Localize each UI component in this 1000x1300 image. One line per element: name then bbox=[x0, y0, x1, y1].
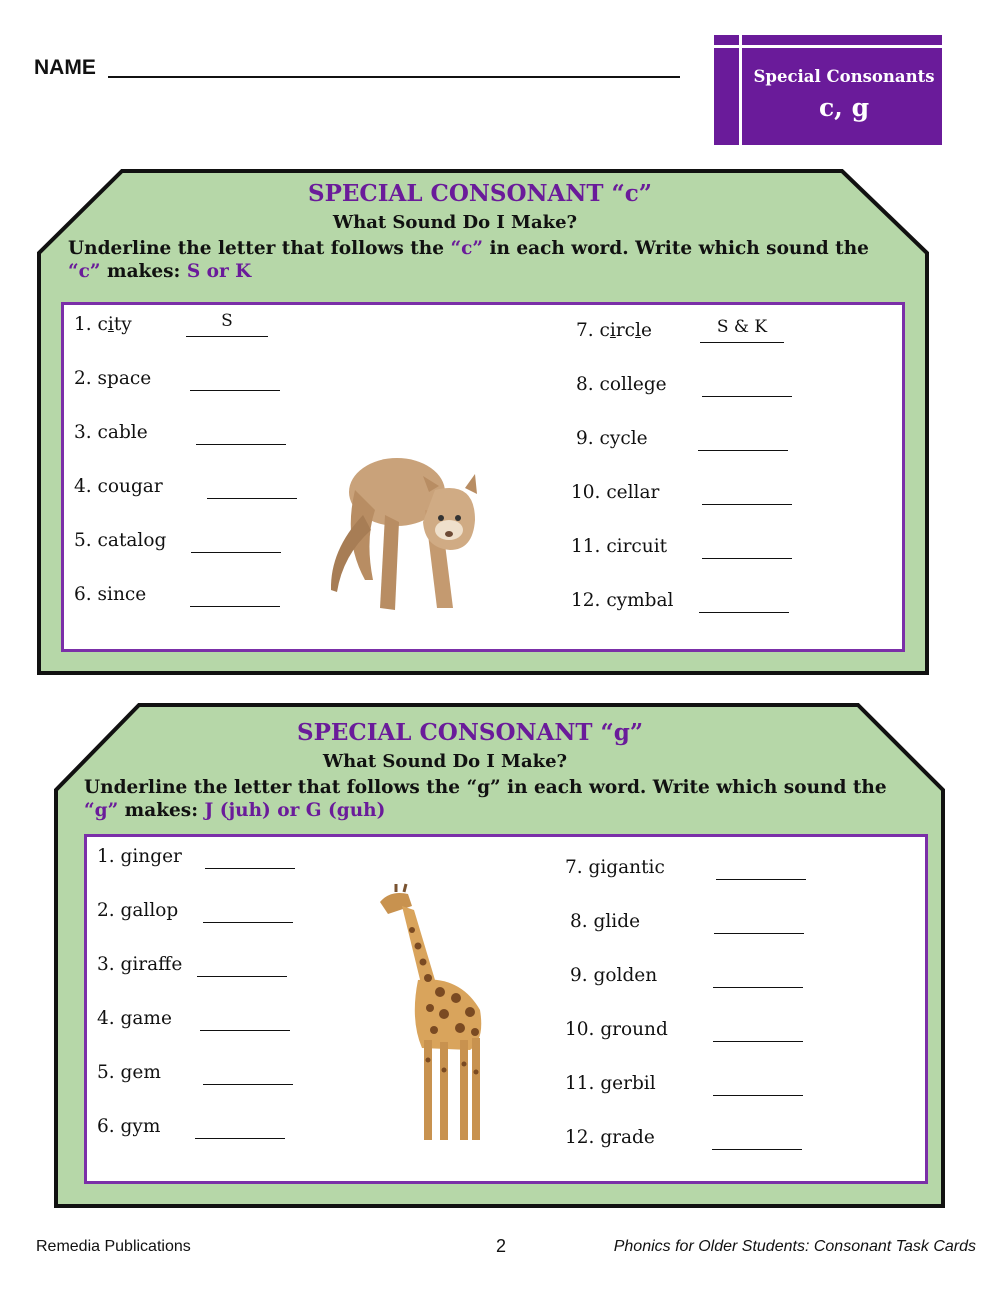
answer-blank[interactable] bbox=[716, 857, 806, 880]
giraffe-image bbox=[360, 880, 520, 1150]
answer-blank[interactable] bbox=[700, 317, 784, 343]
answer-blank[interactable] bbox=[195, 1116, 285, 1139]
list-item: 8. glide bbox=[570, 911, 641, 932]
card-c-question: What Sound Do I Make? bbox=[332, 212, 578, 233]
footer-book-title: Phonics for Older Students: Consonant Task Cards bbox=[613, 1238, 976, 1255]
list-item: 10. ground bbox=[565, 1019, 668, 1040]
list-item: 7. circle bbox=[576, 320, 652, 341]
footer-page-number: 2 bbox=[496, 1236, 507, 1256]
list-item: 1. ginger bbox=[97, 846, 182, 867]
instruction-text: makes: bbox=[118, 800, 205, 821]
answer-blank[interactable] bbox=[203, 1062, 293, 1085]
list-item: 4. cougar bbox=[74, 476, 163, 497]
answer-blank[interactable] bbox=[702, 374, 792, 397]
cougar-image bbox=[325, 430, 490, 615]
list-item: 1. city bbox=[74, 314, 132, 335]
instruction-text: in each word. Write which sound the bbox=[483, 238, 869, 259]
list-item: 7. gigantic bbox=[565, 857, 665, 878]
answer-blank[interactable] bbox=[714, 911, 804, 934]
answer-blank[interactable] bbox=[197, 954, 287, 977]
answer-blank[interactable] bbox=[702, 482, 792, 505]
underlined-letter: i bbox=[107, 314, 114, 335]
card-c-title: SPECIAL CONSONANT “c” bbox=[307, 180, 652, 207]
footer-publisher: Remedia Publications bbox=[36, 1238, 191, 1255]
list-item: 5. catalog bbox=[74, 530, 167, 551]
answer-blank[interactable] bbox=[713, 1073, 803, 1096]
list-item: 8. college bbox=[576, 374, 667, 395]
answer-blank[interactable] bbox=[196, 422, 286, 445]
answer-blank[interactable] bbox=[699, 590, 789, 613]
answer-blank[interactable] bbox=[203, 900, 293, 923]
instruction-text: makes: bbox=[100, 261, 187, 282]
list-item: 2. space bbox=[74, 368, 152, 389]
answer-blank[interactable] bbox=[698, 428, 788, 451]
list-item: 5. gem bbox=[97, 1062, 161, 1083]
instruction-letter: “c” bbox=[68, 261, 101, 282]
answer-blank[interactable] bbox=[713, 965, 803, 988]
list-item: 10. cellar bbox=[571, 482, 660, 503]
underlined-letter: i bbox=[609, 320, 616, 341]
instruction-options: S or K bbox=[186, 261, 252, 282]
answer-blank[interactable] bbox=[712, 1127, 802, 1150]
list-item: 3. cable bbox=[74, 422, 148, 443]
list-item: 6. since bbox=[74, 584, 147, 605]
list-item: 3. giraffe bbox=[97, 954, 183, 975]
answer-blank[interactable] bbox=[191, 530, 281, 553]
list-item: 2. gallop bbox=[97, 900, 179, 921]
answer-blank[interactable] bbox=[190, 584, 280, 607]
card-g-question: What Sound Do I Make? bbox=[322, 751, 568, 772]
instruction-letter: “g” bbox=[84, 800, 119, 821]
card-g-title: SPECIAL CONSONANT “g” bbox=[296, 719, 644, 746]
badge-title: Special Consonants bbox=[753, 67, 935, 86]
instruction-letter: “c” bbox=[450, 238, 484, 259]
answer-blank[interactable] bbox=[200, 1008, 290, 1031]
list-item: 12. cymbal bbox=[571, 590, 674, 611]
badge-subtitle: c, g bbox=[818, 93, 870, 122]
answer-blank[interactable] bbox=[190, 368, 280, 391]
list-item: 9. cycle bbox=[576, 428, 648, 449]
answer-blank[interactable] bbox=[205, 846, 295, 869]
list-item: 11. gerbil bbox=[565, 1073, 656, 1094]
instruction-options: J (juh) or G (guh) bbox=[204, 800, 386, 821]
card-g-instructions bbox=[84, 776, 934, 822]
list-item: 4. game bbox=[97, 1008, 172, 1029]
answer-text: S bbox=[221, 311, 233, 331]
list-item: 12. grade bbox=[565, 1127, 655, 1148]
underlined-letter: l bbox=[635, 320, 641, 341]
answer-blank[interactable] bbox=[207, 476, 297, 499]
list-item: 11. circuit bbox=[571, 536, 668, 557]
instruction-text: Underline the letter that follows the “g” in each word. Write which sound the bbox=[84, 777, 887, 798]
card-c-instructions bbox=[68, 237, 918, 283]
answer-blank[interactable] bbox=[186, 311, 268, 337]
name-label: NAME bbox=[34, 56, 96, 79]
list-item: 6. gym bbox=[97, 1116, 161, 1137]
list-item: 9. golden bbox=[570, 965, 658, 986]
instruction-text: Underline the letter that follows the bbox=[68, 238, 451, 259]
answer-text: S & K bbox=[716, 317, 768, 337]
answer-blank[interactable] bbox=[713, 1019, 803, 1042]
answer-blank[interactable] bbox=[702, 536, 792, 559]
